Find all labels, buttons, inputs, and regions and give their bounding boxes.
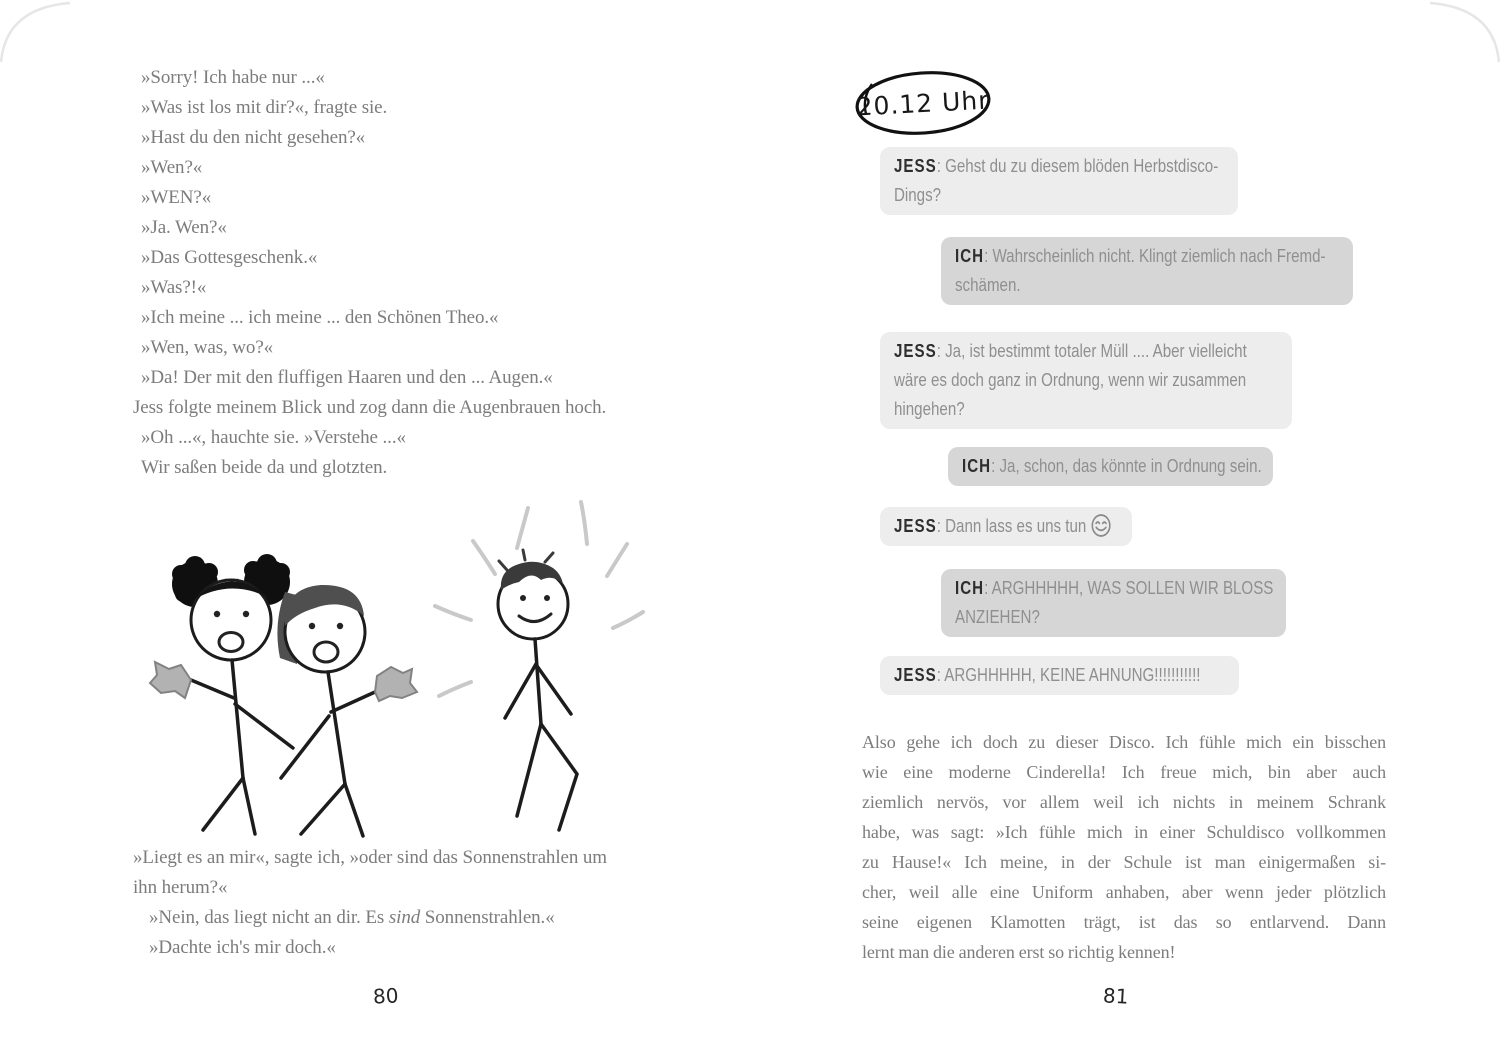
paragraph-line: Also gehe ich doch zu dieser Disco. Ich fühle mich ein bisschen <box>862 732 1386 752</box>
dialogue-line: »Wen?« <box>141 157 203 178</box>
paragraph-line: seine eigenen Klamotten trägt, ist das so entlarvend. Dann <box>862 912 1386 932</box>
chat-bubble-ich <box>941 569 1286 637</box>
message-text: : Ja, schon, das könnte in Ordnung sein. <box>991 456 1262 476</box>
smiling-face-emoji <box>1091 513 1112 538</box>
message-text: : Dann lass es uns tun <box>936 516 1087 536</box>
speaker-label: JESS <box>894 341 937 361</box>
scribble-hand <box>375 667 417 701</box>
paragraph-line: ziemlich nervös, vor allem weil ich nichts in meinem Schrank <box>862 792 1386 812</box>
page-corner-topleft <box>0 0 80 70</box>
message-text: : Wahrscheinlich nicht. Klingt ziemlich nach Fremd- <box>984 246 1326 266</box>
dialogue-line: »WEN?« <box>141 187 212 208</box>
speaker-label: JESS <box>894 156 937 176</box>
paragraph-line: zu Hause!« Ich meine, in der Schule ist man einigermaßen si- <box>862 852 1386 872</box>
paragraph-line: lernt man die anderen erst so richtig kennen! <box>862 942 1176 962</box>
chat-bubble-jess <box>880 332 1292 429</box>
dialogue-line: »Sorry! Ich habe nur ...« <box>141 67 325 88</box>
dialogue-line: »Ich meine ... ich meine ... den Schönen Theo.« <box>141 307 499 328</box>
message-text: ANZIEHEN? <box>955 607 1040 627</box>
speaker-label: JESS <box>894 665 937 685</box>
glowing-boy-figure <box>435 502 643 830</box>
speaker-label: ICH <box>962 456 992 476</box>
message-text: : Gehst du zu diesem blöden Herbstdisco- <box>936 156 1219 176</box>
chat-bubble-jess <box>880 147 1238 215</box>
dialogue-line: »Oh ...«, hauchte sie. »Verstehe ...« <box>141 427 406 448</box>
dialogue-line: »Dachte ich's mir doch.« <box>149 937 336 958</box>
speaker-label: ICH <box>955 246 985 266</box>
dialogue-line: »Da! Der mit den fluffigen Haaren und den ... Augen.« <box>141 367 553 388</box>
message-text: schämen. <box>955 275 1021 295</box>
time-heading-circled <box>850 64 1000 144</box>
dialogue-line: »Nein, das liegt nicht an dir. Es sind Sonnenstrahlen.« <box>149 907 555 928</box>
dialogue-line: »Ja. Wen?« <box>141 217 227 238</box>
dialogue-line: »Liegt es an mir«, sagte ich, »oder sind das Sonnenstrahlen um <box>133 847 607 868</box>
message-text: : Ja, ist bestimmt totaler Müll .... Aber vielleicht <box>936 341 1247 361</box>
dialogue-line: »Was ist los mit dir?«, fragte sie. <box>141 97 388 118</box>
dialogue-line: »Hast du den nicht gesehen?« <box>141 127 366 148</box>
chat-bubble-ich <box>948 447 1273 486</box>
dialogue-line: Jess folgte meinem Blick und zog dann die Augenbrauen hoch. <box>133 397 607 418</box>
chat-bubble-jess <box>880 656 1239 695</box>
page-number-right: 81 <box>1102 983 1130 1009</box>
page-corner-topright <box>1420 0 1500 70</box>
dialogue-line: »Was?!« <box>141 277 207 298</box>
left-page-dialogue <box>133 63 698 483</box>
paragraph-line: wie eine moderne Cinderella! Ich freue mich, bin aber auch <box>862 762 1386 782</box>
left-page-bottom-paragraphs <box>133 843 698 963</box>
time-heading-text: 20.12 Uhr <box>855 85 991 122</box>
chat-bubble-jess <box>880 507 1132 546</box>
right-page-paragraph <box>862 727 1386 967</box>
paragraph-line: cher, weil alle eine Uniform anhaben, aber wenn jeder plötzlich <box>862 882 1386 902</box>
dialogue-line: »Wen, was, wo?« <box>141 337 274 358</box>
message-text: : ARGHHHHH, KEINE AHNUNG!!!!!!!!!!! <box>936 665 1201 685</box>
scribble-hand <box>150 662 191 698</box>
girl-afro-puffs-figure <box>150 554 293 834</box>
speaker-label: ICH <box>955 578 985 598</box>
dialogue-line: »Das Gottesgeschenk.« <box>141 247 318 268</box>
paragraph-line: habe, was sagt: »Ich fühle mich in einer Schuldisco vollkommen <box>862 822 1386 842</box>
chat-bubble-ich <box>941 237 1353 305</box>
message-text: hingehen? <box>894 399 965 419</box>
dialogue-line: Wir saßen beide da und glotzten. <box>141 457 388 478</box>
message-text: wäre es doch ganz in Ordnung, wenn wir zusammen <box>894 370 1247 390</box>
message-text: Dings? <box>894 185 942 205</box>
page-number-left: 80 <box>372 983 400 1009</box>
stick-figure-illustration <box>133 486 690 842</box>
message-text: : ARGHHHHH, WAS SOLLEN WIR BLOSS <box>984 578 1274 598</box>
girl-ponytail-figure <box>277 585 417 836</box>
dialogue-line: ihn herum?« <box>133 877 228 898</box>
speaker-label: JESS <box>894 516 937 536</box>
